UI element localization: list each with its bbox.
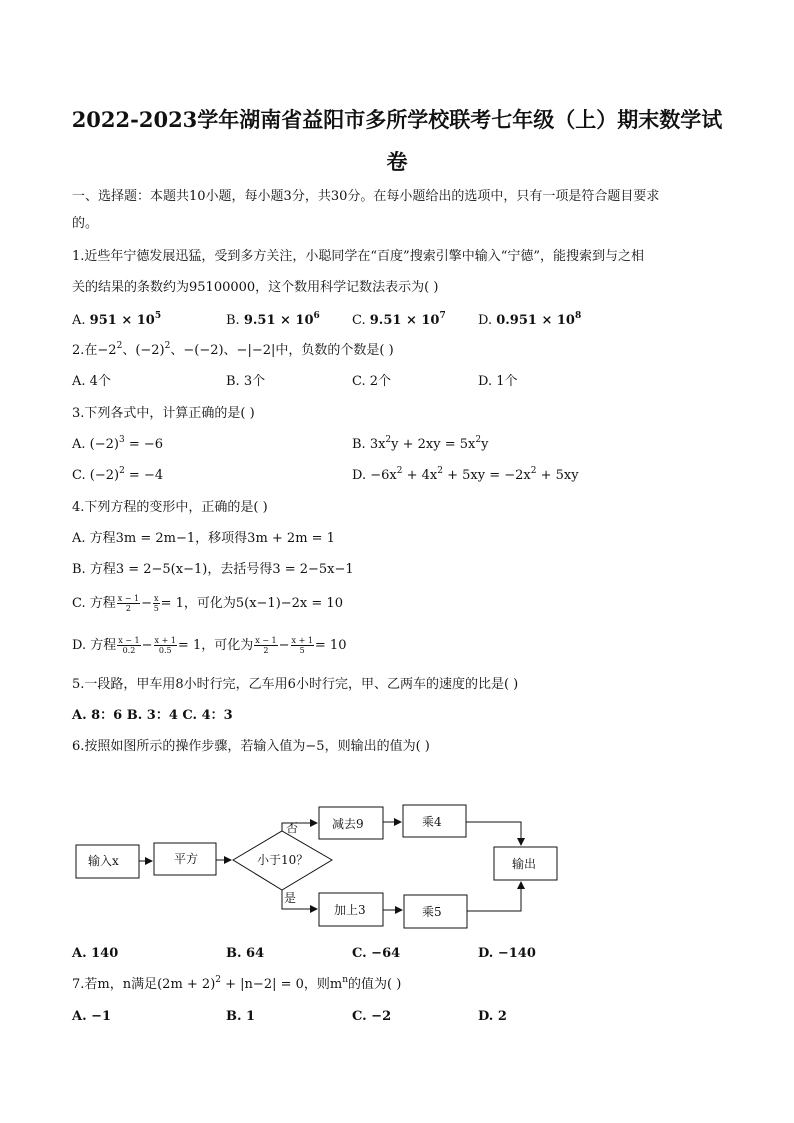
- arrow-mul5-output: [467, 882, 521, 911]
- q3-option-a: A. $(-2)^3 = -6$: [72, 435, 164, 452]
- q2-option-b: B. 3个: [226, 374, 266, 389]
- flow-mul4-label: 乘4: [422, 815, 442, 829]
- q6-option-c: C. −64: [352, 946, 401, 961]
- q4-option-d: D. 方程 $\frac{x - 1}{0.2}$ − $\frac{x + 1}{0.5}$ = 1，可化为 $\frac{x - 1}{2}$ − $\frac{x + 1}{5}$ = 10: [72, 636, 347, 655]
- q3-option-c: C. $(-2)^2 = -4$: [72, 466, 164, 483]
- q5-options: A. 8：6 B. 3：4 C. 4：3: [72, 708, 233, 723]
- q1-option-a: A. $951 \times 10^5$: [72, 311, 162, 328]
- q1-option-c: C. $9.51 \times 10^7$: [352, 311, 446, 328]
- q7-option-b: B. 1: [226, 1009, 256, 1024]
- arrow-mul4-output: [466, 822, 521, 845]
- flow-add3-label: 加上3: [334, 903, 366, 917]
- flow-square-label: 平方: [174, 852, 199, 866]
- q6-option-b: B. 64: [226, 946, 265, 961]
- q1-option-b: B. $9.51 \times 10^6$: [226, 311, 320, 328]
- flow-output-label: 输出: [512, 857, 537, 871]
- q6-option-d: D. −140: [478, 946, 536, 961]
- q4-option-b: B. 方程3 = 2−5(x−1)，去括号得3 = 2−5x−1: [72, 562, 354, 577]
- q1-stem-line1: 1.近些年宁德发展迅猛，受到多方关注，小聪同学在“百度”搜索引擎中输入“宁德”，能搜索到与之相: [72, 249, 644, 264]
- fraction: $\frac{x}{5}$: [153, 594, 159, 613]
- paper-title-line1: 2022-2023学年湖南省益阳市多所学校联考七年级（上）期末数学试: [71, 107, 723, 132]
- q2-option-a: A. 4个: [72, 374, 111, 389]
- fraction: $\frac{x + 1}{5}$: [291, 636, 313, 655]
- fraction: $\frac{x - 1}{2}$: [117, 594, 140, 613]
- q7-stem: 7.若m，n满足$(2m + 2)^2 + |n-2| = 0$，则$m^n$的值为( ): [72, 975, 402, 992]
- q6-stem: 6.按照如图所示的操作步骤，若输入值为−5，则输出的值为( ): [72, 739, 430, 754]
- q5-stem: 5.一段路，甲车用8小时行完，乙车用6小时行完，甲、乙两车的速度的比是( ): [72, 677, 519, 692]
- fraction: $\frac{x - 1}{0.2}$: [118, 636, 140, 655]
- q7-option-a: A. −1: [72, 1009, 112, 1024]
- q2-option-d: D. 1个: [478, 374, 518, 389]
- q2-option-c: C. 2个: [352, 374, 392, 389]
- flow-sub9-label: 减去9: [332, 817, 364, 831]
- q7-option-c: C. −2: [352, 1009, 392, 1024]
- flow-mul5-label: 乘5: [422, 905, 442, 919]
- flow-no-label: 否: [286, 821, 299, 835]
- flow-input-label: 输入x: [88, 854, 119, 868]
- section-heading-line2: 的。: [72, 216, 99, 231]
- q1-stem-line2: 关的结果的条数约为95100000，这个数用科学记数法表示为( ): [72, 280, 439, 295]
- section-heading-line1: 一、选择题：本题共10小题，每小题3分，共30分。在每小题给出的选项中，只有一项是符合题目要求: [72, 189, 660, 204]
- flowchart-diagram: [70, 798, 570, 938]
- flow-decision-label: 小于10？: [257, 853, 309, 867]
- q4-stem: 4.下列方程的变形中，正确的是( ): [72, 500, 268, 515]
- q3-stem: 3.下列各式中，计算正确的是( ): [72, 406, 255, 421]
- q3-option-d: D. $-6x^2 + 4x^2 + 5xy = -2x^2 + 5xy$: [352, 466, 579, 483]
- q4-option-c: C. 方程 $\frac{x - 1}{2}$ − $\frac{x}{5}$ = 1，可化为5(x−1)−2x = 10: [72, 594, 343, 613]
- fraction: $\frac{x + 1}{0.5}$: [154, 636, 176, 655]
- paper-title-line2: 卷: [386, 149, 408, 174]
- q6-option-a: A. 140: [72, 946, 119, 961]
- flow-yes-label: 是: [284, 891, 297, 905]
- q7-option-d: D. 2: [478, 1009, 507, 1024]
- fraction: $\frac{x - 1}{2}$: [255, 636, 277, 655]
- q1-option-d: D. $0.951 \times 10^8$: [478, 311, 582, 328]
- q2-stem: 2.在$-2^2$、$(-2)^2$、−(−2)、−|−2|中，负数的个数是( ): [72, 341, 394, 358]
- q3-option-b: B. $3x^2y + 2xy = 5x^2y$: [352, 435, 489, 452]
- q4-option-a: A. 方程3m = 2m−1，移项得3m + 2m = 1: [72, 531, 335, 546]
